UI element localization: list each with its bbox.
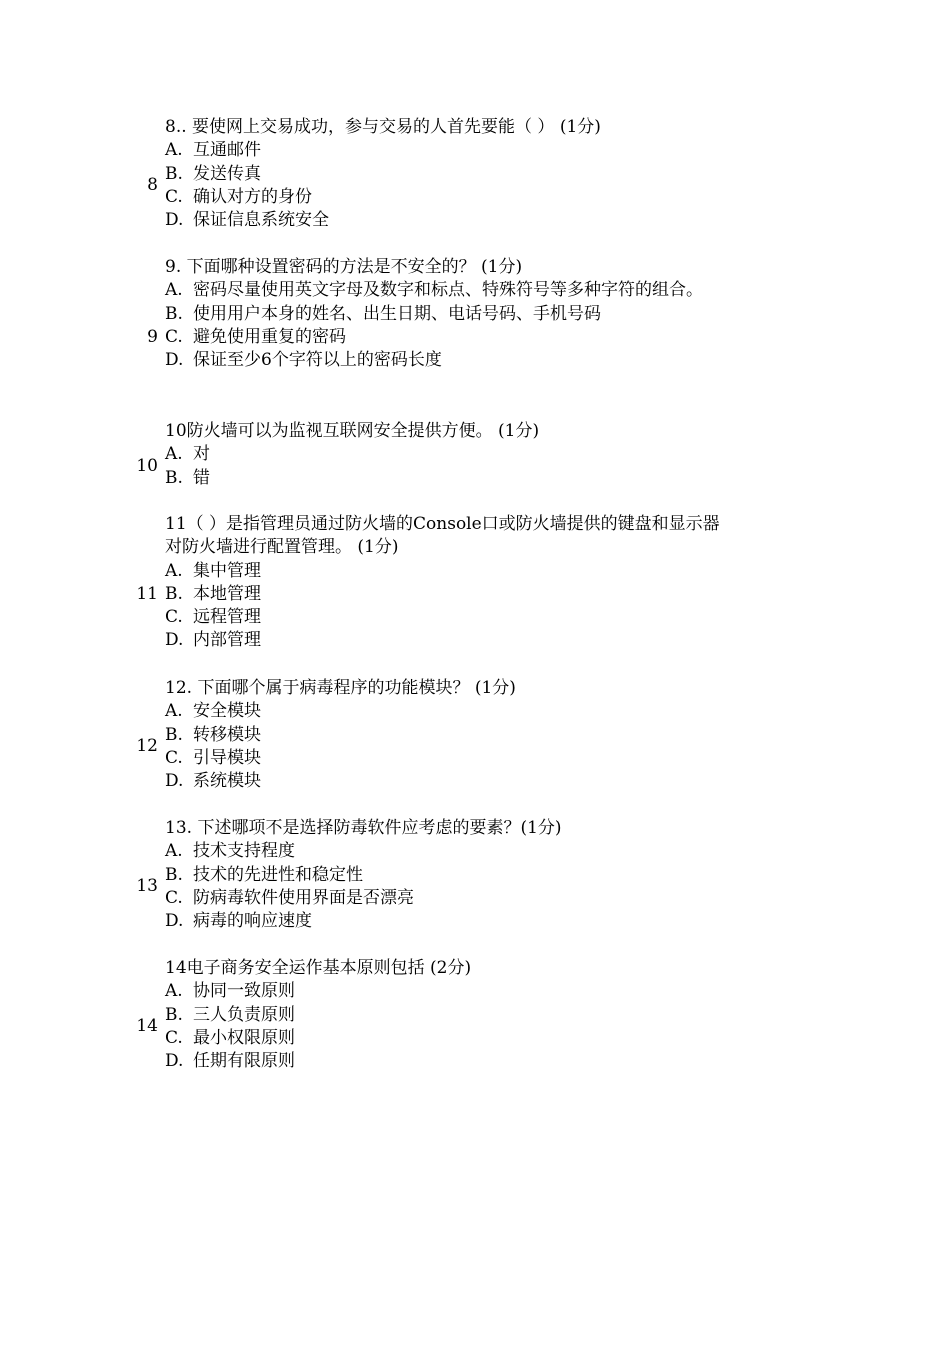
question-body [165,817,765,933]
option-c: C. 远程管理 [165,607,261,628]
option-d: D. 保证信息系统安全 [165,210,329,231]
question-body [165,420,765,490]
question-stem: 12. 下面哪个属于病毒程序的功能模块？ (1分) [165,678,516,698]
question-side-number: 14 [136,1016,158,1036]
option-b: B. 使用用户本身的姓名、出生日期、电话号码、手机号码 [165,303,601,324]
option-c: C. 引导模块 [165,747,261,768]
option-d: D. 系统模块 [165,771,261,792]
option-b: B. 三人负责原则 [165,1004,295,1025]
option-b: B. 技术的先进性和稳定性 [165,864,363,885]
option-d: D. 内部管理 [165,630,261,651]
option-a: A. 技术支持程度 [165,841,295,862]
question-stem: 14电子商务安全运作基本原则包括 (2分) [165,958,472,978]
option-d: D. 任期有限原则 [165,1051,295,1072]
question-body [165,116,765,232]
option-a: A. 集中管理 [165,560,261,581]
question-side-number: 9 [147,327,158,347]
question-side-number: 10 [136,456,158,476]
question-body [165,957,765,1073]
option-b: B. 本地管理 [165,583,261,604]
question-side-number: 8 [147,175,158,195]
option-b: B. 转移模块 [165,724,261,745]
question-stem: 11（ ）是指管理员通过防火墙的Console口或防火墙提供的键盘和显示器对防火墙进行配置管理。 (1分) [165,514,720,558]
question-side-number: 12 [136,736,158,756]
option-a: A. 对 [165,444,210,465]
option-a: A. 密码尽量使用英文字母及数字和标点、特殊符号等多种字符的组合。 [165,280,703,301]
option-b: B. 错 [165,467,210,488]
option-a: A. 安全模块 [165,701,261,722]
question-body [165,677,765,793]
question-stem: 8.. 要使网上交易成功，参与交易的人首先要能（ ） (1分) [165,117,601,137]
question-stem: 10防火墙可以为监视互联网安全提供方便。 (1分) [165,421,540,441]
option-c: C. 最小权限原则 [165,1027,295,1048]
option-d: D. 病毒的响应速度 [165,911,312,932]
question-body [165,256,765,372]
option-a: A. 协同一致原则 [165,981,295,1002]
question-body [165,513,725,653]
question-stem: 9. 下面哪种设置密码的方法是不安全的？ (1分) [165,257,523,277]
question-side-number: 13 [136,876,158,896]
question-stem: 13. 下述哪项不是选择防毒软件应考虑的要素？(1分) [165,818,562,838]
option-b: B. 发送传真 [165,163,261,184]
option-c: C. 防病毒软件使用界面是否漂亮 [165,887,414,908]
option-a: A. 互通邮件 [165,140,261,161]
question-side-number: 11 [136,584,158,604]
option-d: D. 保证至少6个字符以上的密码长度 [165,350,442,371]
option-c: C. 避免使用重复的密码 [165,326,346,347]
option-c: C. 确认对方的身份 [165,186,312,207]
